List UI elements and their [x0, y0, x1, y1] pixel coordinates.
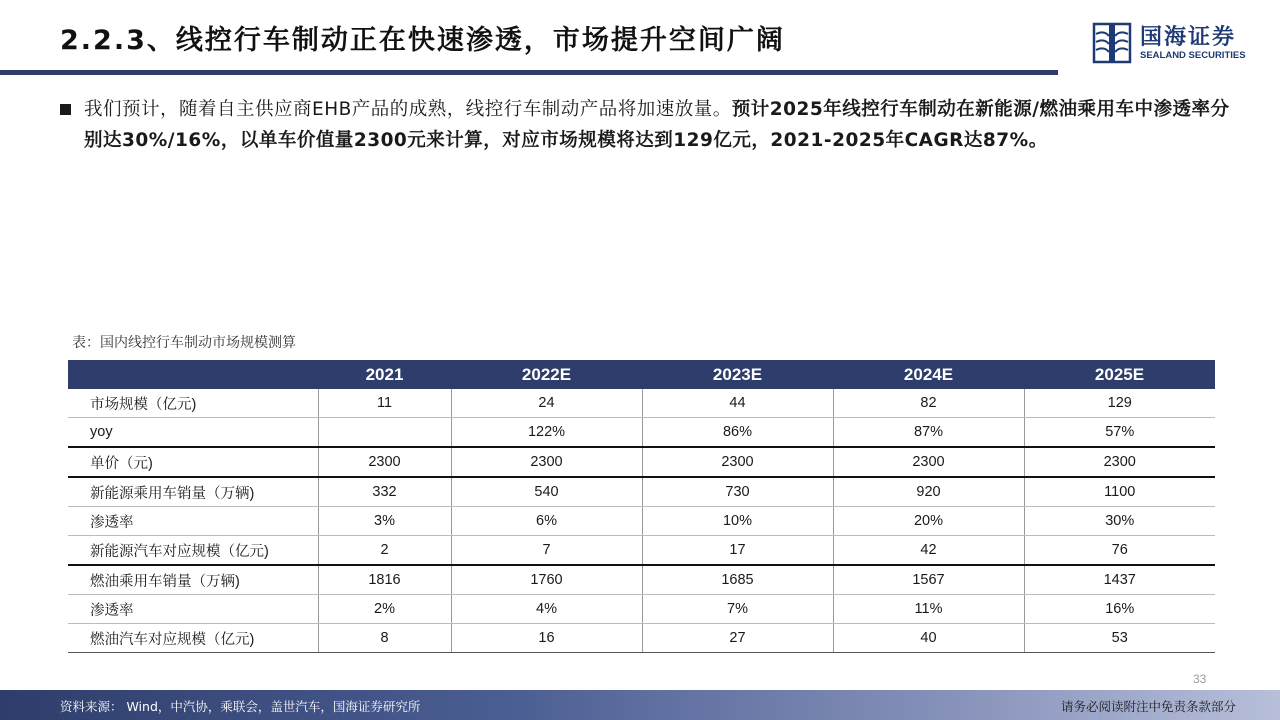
table-cell: 540	[451, 477, 642, 507]
table-cell: 82	[833, 389, 1024, 418]
table-cell: 8	[318, 624, 451, 653]
table-row	[68, 536, 1215, 566]
table-cell: 40	[833, 624, 1024, 653]
table-cell: 17	[642, 536, 833, 566]
row-label: 燃油乘用车销量（万辆)	[68, 565, 318, 595]
table-cell: 10%	[642, 507, 833, 536]
market-size-table	[68, 360, 1215, 653]
table-cell: 20%	[833, 507, 1024, 536]
table-cell: 27	[642, 624, 833, 653]
row-label: 市场规模（亿元)	[68, 389, 318, 418]
table-cell: 24	[451, 389, 642, 418]
table-cell: 2%	[318, 595, 451, 624]
table-cell: 2	[318, 536, 451, 566]
table-cell: 42	[833, 536, 1024, 566]
table-cell: 7%	[642, 595, 833, 624]
table-cell: 2300	[1024, 447, 1215, 477]
table-row	[68, 447, 1215, 477]
page-title: 2.2.3、线控行车制动正在快速渗透，市场提升空间广阔	[60, 25, 785, 56]
sealand-logo-icon	[1092, 22, 1132, 64]
table-cell: 11	[318, 389, 451, 418]
table-cell: 53	[1024, 624, 1215, 653]
table-cell: 920	[833, 477, 1024, 507]
table-cell: 1567	[833, 565, 1024, 595]
table-cell: 16%	[1024, 595, 1215, 624]
table-cell: 730	[642, 477, 833, 507]
table-row	[68, 565, 1215, 595]
row-label: 单价（元)	[68, 447, 318, 477]
row-label: 燃油汽车对应规模（亿元)	[68, 624, 318, 653]
summary-plain-text: 我们预计，随着自主供应商EHB产品的成熟，线控行车制动产品将加速放量。	[84, 99, 732, 120]
table-row	[68, 507, 1215, 536]
table-cell: 1760	[451, 565, 642, 595]
header-cell: 2022E	[451, 360, 642, 389]
table-cell: 2300	[451, 447, 642, 477]
table-cell: 129	[1024, 389, 1215, 418]
table-cell: 6%	[451, 507, 642, 536]
table-cell: 1685	[642, 565, 833, 595]
table-cell: 332	[318, 477, 451, 507]
logo-chinese-name: 国海证券	[1140, 25, 1237, 50]
table-cell: 4%	[451, 595, 642, 624]
table-cell: 122%	[451, 418, 642, 448]
disclaimer-note: 请务必阅读附注中免责条款部分	[1060, 699, 1236, 714]
page-number: 33	[1193, 672, 1207, 686]
row-label: 新能源汽车对应规模（亿元)	[68, 536, 318, 566]
table-cell	[318, 418, 451, 448]
table-row	[68, 624, 1215, 653]
summary-text	[84, 94, 1230, 156]
footer-bar	[0, 690, 1280, 720]
table-cell: 86%	[642, 418, 833, 448]
summary-bold-text: 预计2025年线控行车制动在新能源/燃油乘用车中渗透率分别达30%/16%，以单车价值量2300元来计算，对应市场规模将达到129亿元，2021-2025年CAGR达87%。	[84, 99, 1230, 151]
summary-bullet	[60, 94, 1230, 156]
table-row	[68, 595, 1215, 624]
header-cell: 2025E	[1024, 360, 1215, 389]
table-cell: 7	[451, 536, 642, 566]
table-row	[68, 477, 1215, 507]
data-source-note: 资料来源： Wind，中汽协，乘联会，盖世汽车，国海证券研究所	[60, 699, 421, 714]
table-cell: 2300	[642, 447, 833, 477]
table-cell: 11%	[833, 595, 1024, 624]
title-underline	[0, 70, 1058, 75]
company-logo	[1092, 20, 1272, 68]
row-label: 渗透率	[68, 595, 318, 624]
logo-english-name: SEALAND SECURITIES	[1140, 50, 1246, 61]
bullet-square-icon	[60, 104, 71, 115]
header-cell: 2023E	[642, 360, 833, 389]
table-cell: 76	[1024, 536, 1215, 566]
table-cell: 2300	[318, 447, 451, 477]
table-cell: 87%	[833, 418, 1024, 448]
header-cell: 2024E	[833, 360, 1024, 389]
table-header-row	[68, 360, 1215, 389]
table-row	[68, 418, 1215, 448]
row-label: 渗透率	[68, 507, 318, 536]
table-cell: 2300	[833, 447, 1024, 477]
header-cell	[68, 360, 318, 389]
table-cell: 57%	[1024, 418, 1215, 448]
table-cell: 3%	[318, 507, 451, 536]
table-cell: 44	[642, 389, 833, 418]
table-cell: 30%	[1024, 507, 1215, 536]
table-row	[68, 389, 1215, 418]
table-caption: 表：国内线控行车制动市场规模测算	[72, 335, 296, 351]
table-cell: 1100	[1024, 477, 1215, 507]
table-cell: 1816	[318, 565, 451, 595]
header-cell: 2021	[318, 360, 451, 389]
table-cell: 1437	[1024, 565, 1215, 595]
row-label: 新能源乘用车销量（万辆)	[68, 477, 318, 507]
row-label: yoy	[68, 418, 318, 448]
table-cell: 16	[451, 624, 642, 653]
